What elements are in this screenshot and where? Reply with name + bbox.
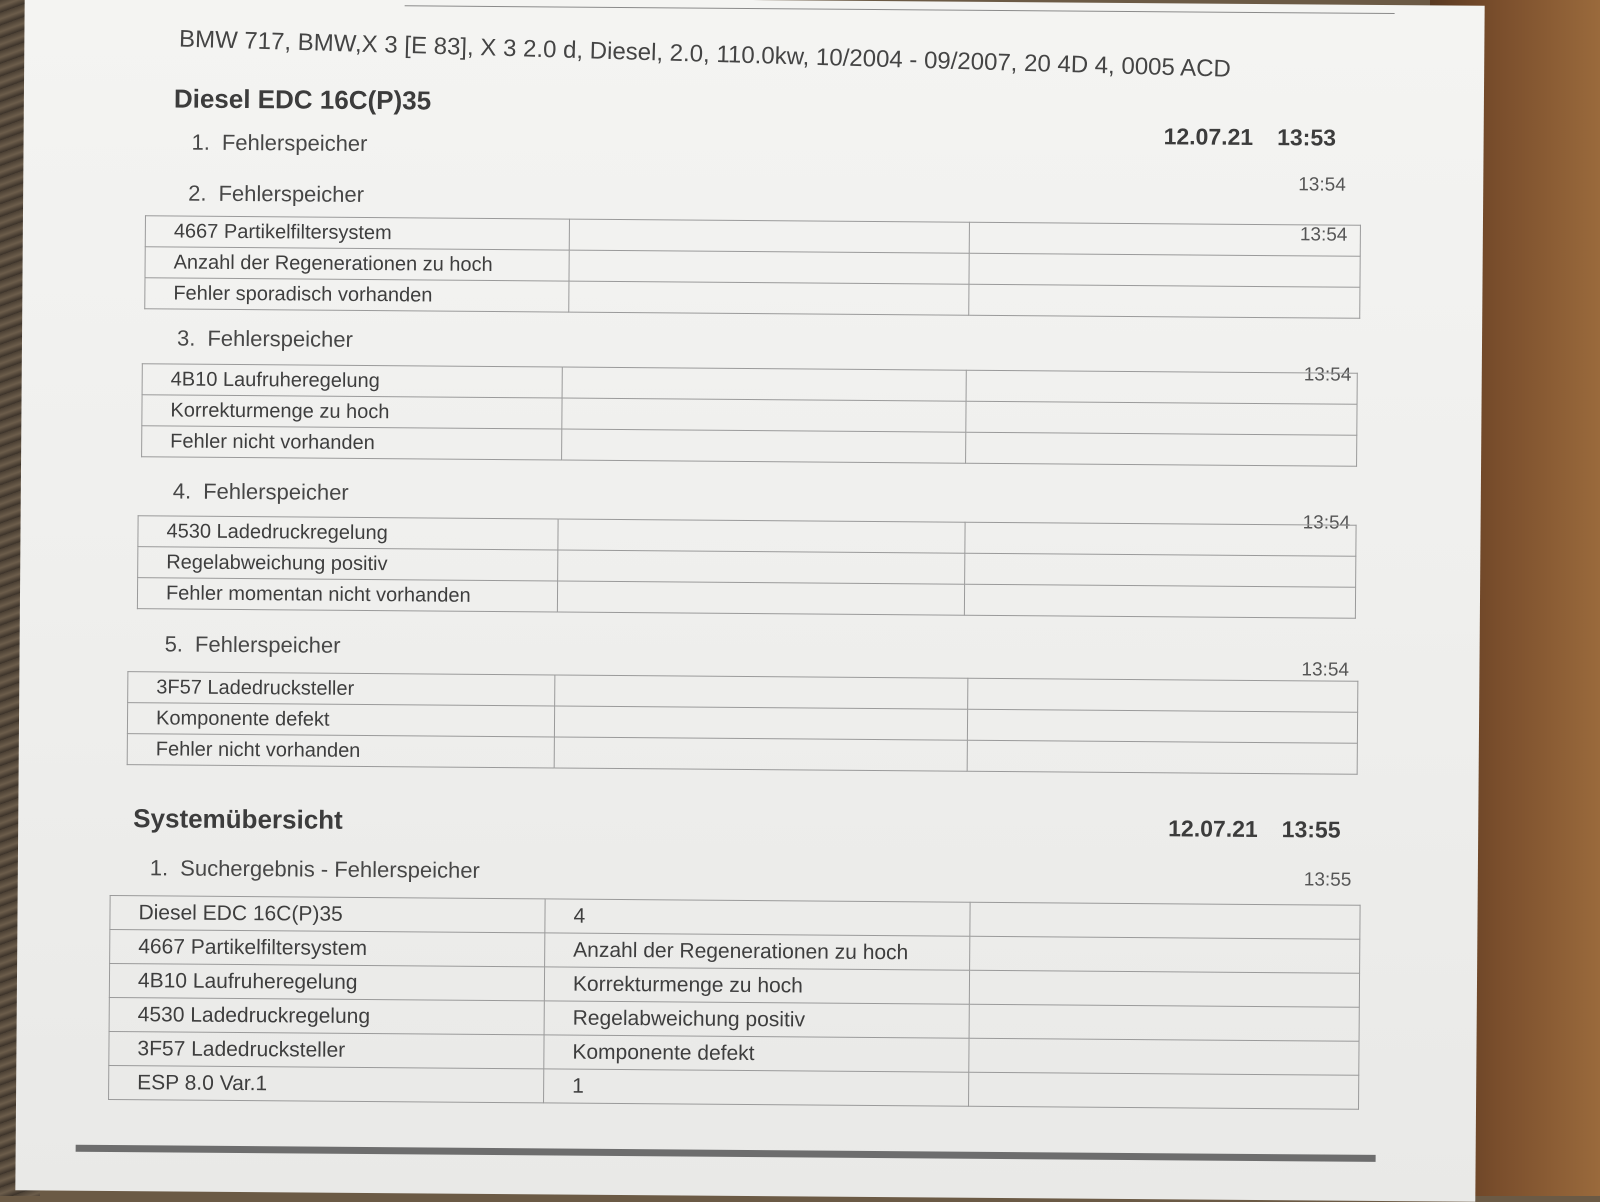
table-cell: Fehler nicht vorhanden — [142, 426, 562, 460]
table-cell: 3F57 Ladedrucksteller — [109, 1031, 544, 1068]
table-cell: ESP 8.0 Var.1 — [109, 1065, 544, 1102]
entry-label: Fehlerspeicher — [194, 631, 341, 658]
entry-time-3: 13:54 — [1303, 364, 1352, 386]
table-cell: Korrekturmenge zu hoch — [544, 967, 969, 1004]
vehicle-info: BMW 717, BMW,X 3 [E 83], X 3 2.0 d, Diesel, 2.0, 110.0kw, 10/2004 - 09/2007, 20 4D 4, 0005 ACD — [178, 25, 1232, 83]
table-cell: 4B10 Laufruheregelung — [142, 364, 562, 398]
entry-label: Fehlerspeicher — [221, 129, 368, 156]
entry-title-5 — [165, 631, 341, 658]
entry-title-1 — [191, 130, 367, 157]
table-cell: 1 — [544, 1069, 969, 1106]
table-cell: Regelabweichung positiv — [138, 547, 558, 581]
table-cell: Komponente defekt — [127, 703, 554, 737]
section-time: 13:55 — [1281, 816, 1341, 843]
entry-title-overview — [150, 855, 480, 884]
bottom-rule — [76, 1145, 1376, 1162]
table-cell: 3F57 Ladedrucksteller — [128, 672, 555, 706]
entry-label: Fehlerspeicher — [203, 478, 349, 505]
entry-number: 3. — [176, 325, 196, 351]
table-cell: 4530 Ladedruckregelung — [109, 997, 544, 1034]
section-time: 13:53 — [1277, 124, 1337, 151]
entry-number: 4. — [172, 478, 192, 504]
table-cell: Diesel EDC 16C(P)35 — [110, 895, 545, 932]
printout-sheet — [15, 0, 1484, 1202]
entry-title-3 — [177, 325, 353, 352]
entry-number: 1. — [149, 855, 169, 881]
top-rule — [405, 5, 1395, 14]
entry-label: Fehlerspeicher — [218, 180, 365, 207]
fault-table-2 — [144, 215, 1361, 319]
overview-table — [108, 895, 1361, 1110]
table-cell: 4 — [545, 899, 970, 936]
section-title-overview: Systemübersicht — [133, 803, 343, 835]
entry-number: 2. — [188, 180, 207, 206]
table-cell: 4B10 Laufruheregelung — [109, 963, 544, 1000]
entry-time-1: 13:54 — [1298, 174, 1346, 196]
section-datetime-overview — [1168, 815, 1341, 843]
section-datetime-diesel — [1164, 123, 1337, 151]
entry-time-overview: 13:55 — [1303, 869, 1352, 891]
table-cell: Korrekturmenge zu hoch — [142, 395, 562, 429]
entry-time-2: 13:54 — [1299, 224, 1348, 246]
table-cell: Regelabweichung positiv — [544, 1001, 969, 1038]
table-cell: Fehler nicht vorhanden — [127, 734, 554, 768]
entry-title-4 — [173, 478, 349, 505]
table-cell: Fehler sporadisch vorhanden — [145, 278, 569, 312]
section-date: 12.07.21 — [1163, 123, 1254, 150]
table-cell: 4530 Ladedruckregelung — [138, 516, 558, 550]
entry-title-2 — [188, 181, 364, 208]
table-cell: Anzahl der Regenerationen zu hoch — [545, 933, 970, 970]
entry-time-5: 13:54 — [1301, 659, 1350, 681]
entry-time-4: 13:54 — [1302, 512, 1351, 534]
entry-number: 1. — [191, 129, 211, 155]
entry-number: 5. — [164, 631, 184, 657]
table-cell: Fehler momentan nicht vorhanden — [137, 578, 557, 612]
section-title-diesel: Diesel EDC 16C(P)35 — [173, 83, 432, 116]
entry-label: Fehlerspeicher — [207, 325, 353, 352]
table-cell: Komponente defekt — [544, 1035, 969, 1072]
table-cell: 4667 Partikelfiltersystem — [145, 216, 569, 250]
entry-label: Suchergebnis - Fehlerspeicher — [180, 855, 480, 883]
fault-table-5 — [127, 671, 1359, 775]
table-cell: Anzahl der Regenerationen zu hoch — [145, 247, 569, 281]
table-cell: 4667 Partikelfiltersystem — [110, 929, 545, 966]
fault-table-3 — [141, 363, 1358, 467]
fault-table-4 — [137, 515, 1357, 619]
section-date: 12.07.21 — [1168, 815, 1258, 842]
